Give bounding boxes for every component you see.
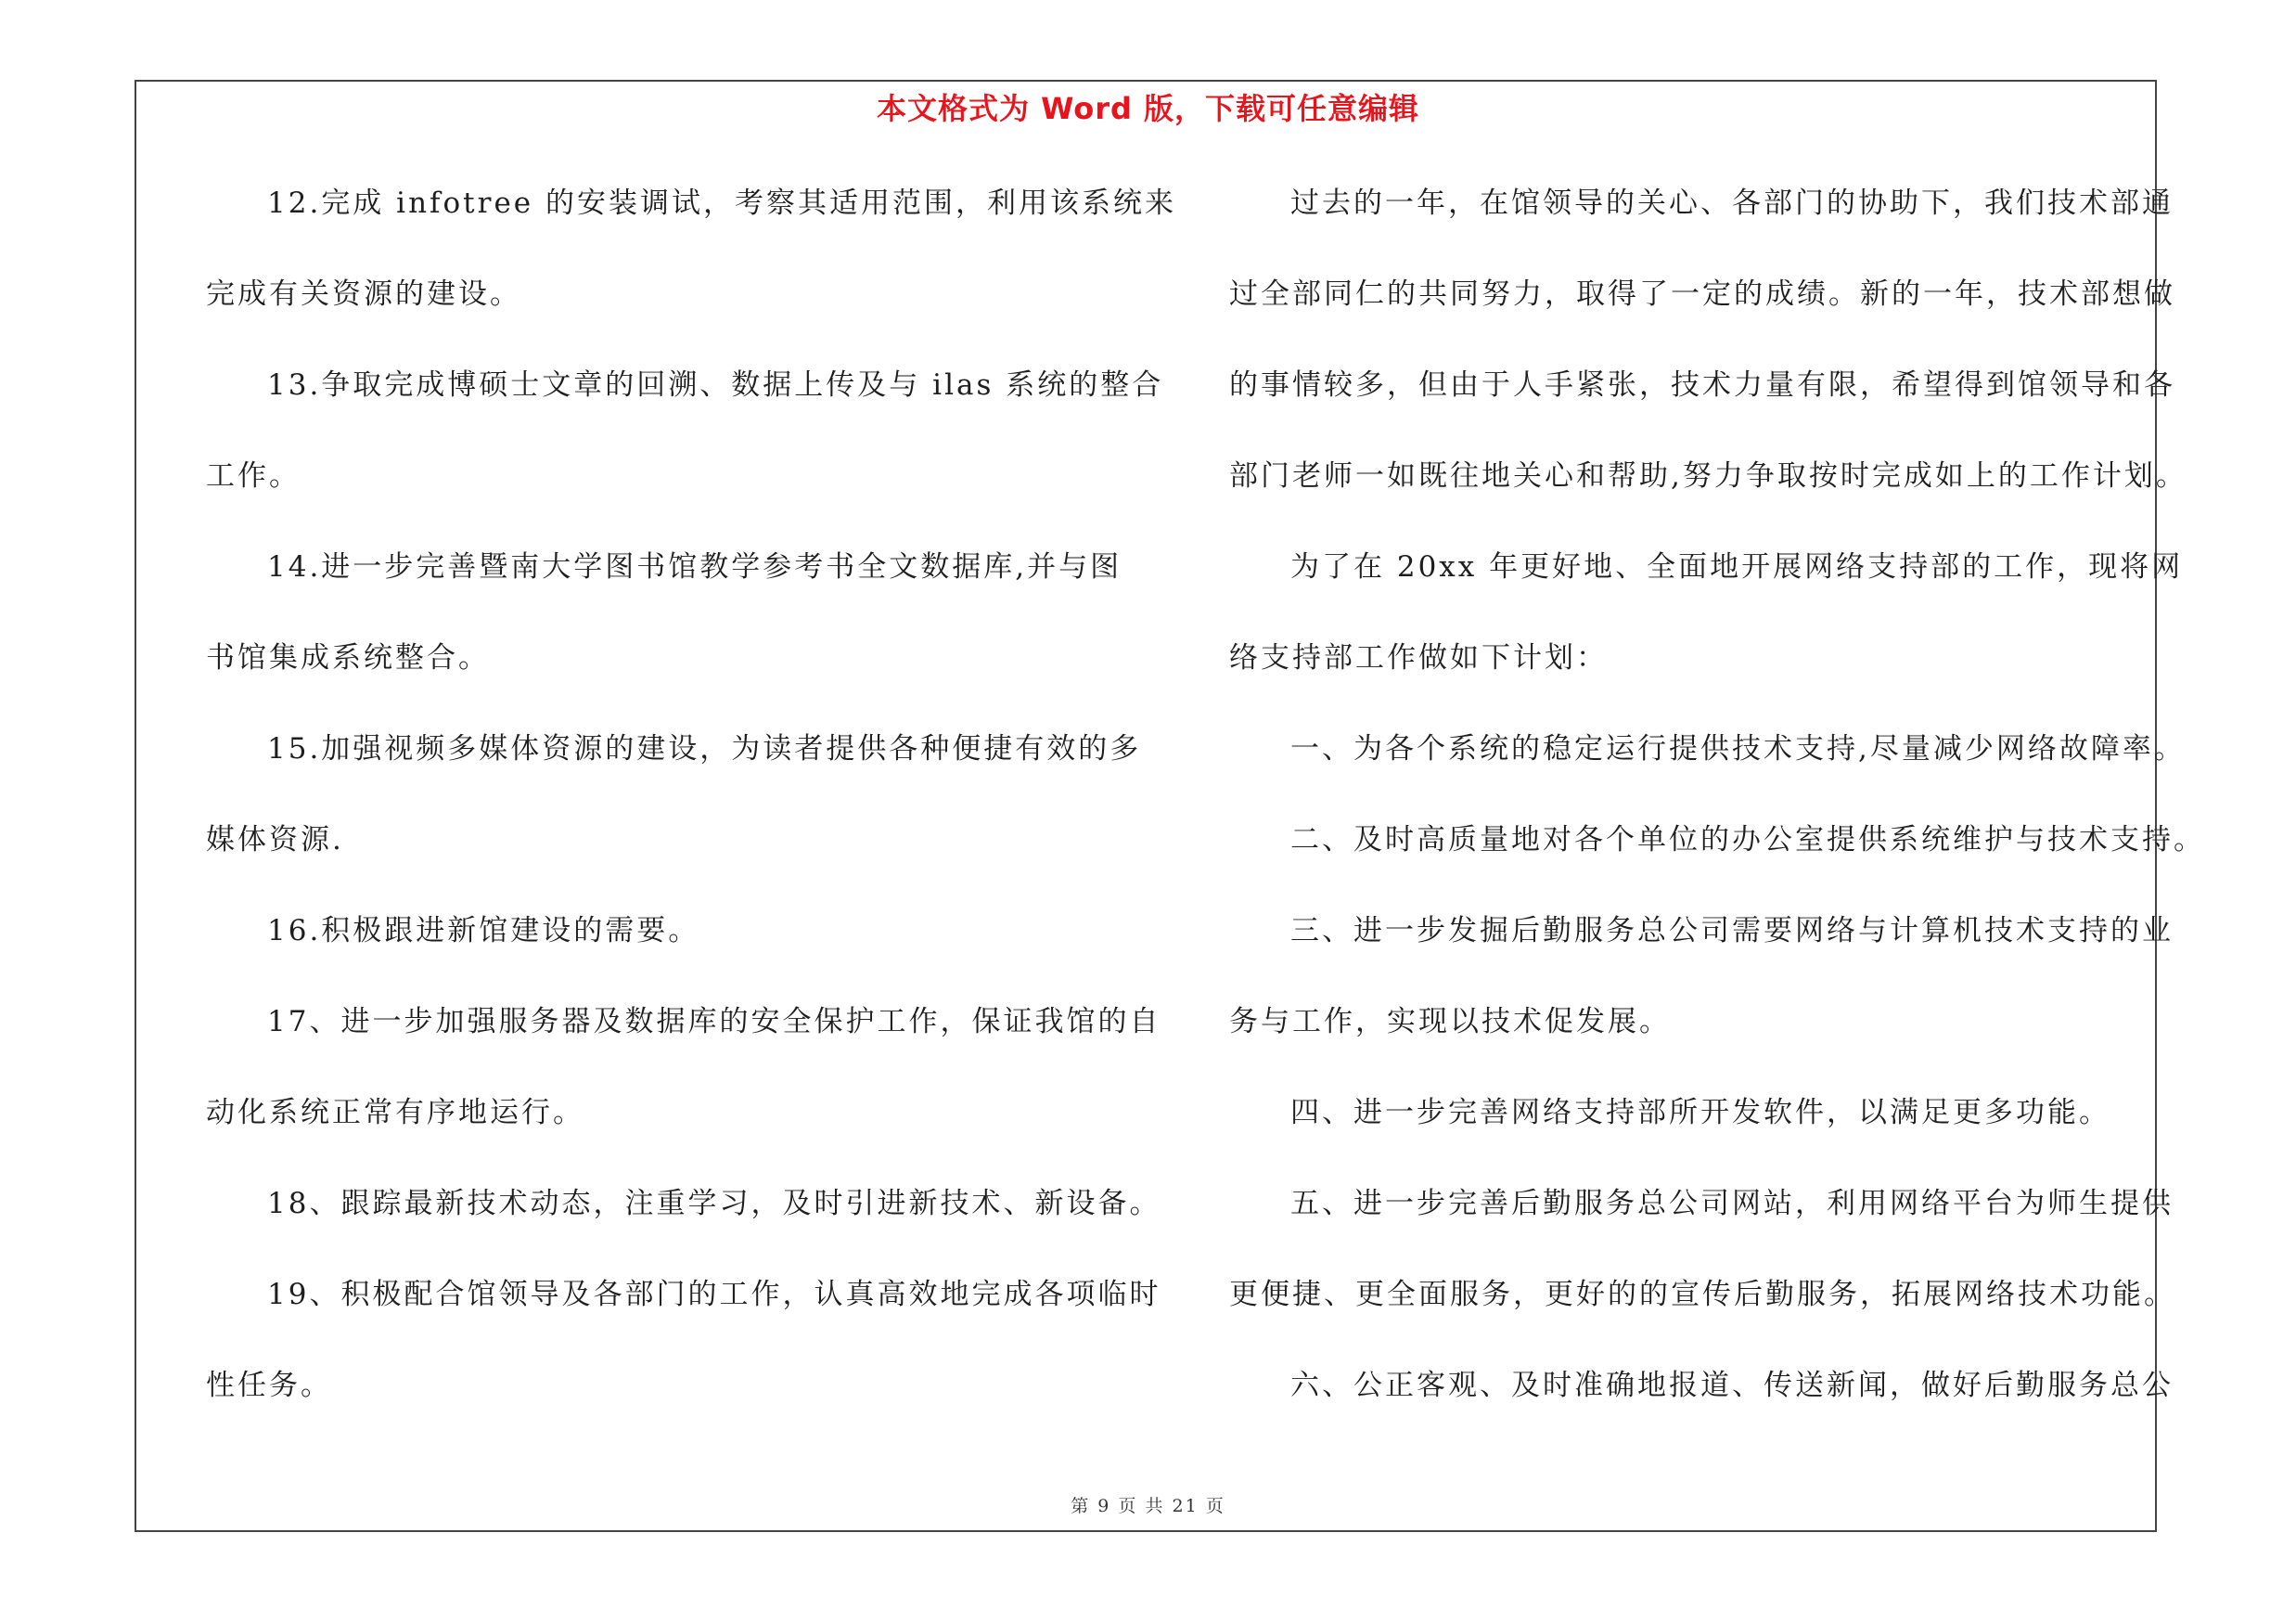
text-line: 15.加强视频多媒体资源的建设，为读者提供各种便捷有效的多 (267, 732, 1142, 766)
text-line: 动化系统正常有序地运行。 (206, 1096, 584, 1129)
text-line: 19、积极配合馆领导及各部门的工作，认真高效地完成各项临时 (267, 1278, 1161, 1311)
text-line: 络支持部工作做如下计划： (1229, 641, 1608, 675)
text-line: 过去的一年，在馆领导的关心、各部门的协助下，我们技术部通 (1290, 187, 2174, 220)
text-line: 16.积极跟进新馆建设的需要。 (267, 914, 700, 947)
text-line: 六、公正客观、及时准确地报道、传送新闻，做好后勤服务总公 (1290, 1369, 2174, 1402)
text-line: 完成有关资源的建设。 (206, 277, 521, 311)
page-number-footer: 第 9 页 共 21 页 (1071, 1496, 1225, 1516)
text-line: 12.完成 infotree 的安装调试，考察其适用范围，利用该系统来 (267, 187, 1176, 220)
text-line: 18、跟踪最新技术动态，注重学习，及时引进新技术、新设备。 (267, 1187, 1161, 1220)
text-line: 二、及时高质量地对各个单位的办公室提供系统维护与技术支持。 (1290, 823, 2205, 857)
text-line: 14.进一步完善暨南大学图书馆教学参考书全文数据库,并与图 (267, 550, 1122, 584)
text-line: 更便捷、更全面服务，更好的的宣传后勤服务，拓展网络技术功能。 (1229, 1278, 2175, 1311)
text-line: 四、进一步完善网络支持部所开发软件，以满足更多功能。 (1290, 1096, 2110, 1129)
text-line: 过全部同仁的共同努力，取得了一定的成绩。新的一年，技术部想做 (1229, 277, 2175, 311)
text-line: 书馆集成系统整合。 (206, 641, 490, 675)
text-line: 一、为各个系统的稳定运行提供技术支持,尽量减少网络故障率。 (1290, 732, 2186, 766)
right-column (1229, 181, 2205, 1454)
text-line: 五、进一步完善后勤服务总公司网站，利用网络平台为师生提供 (1290, 1187, 2174, 1220)
text-line: 13.争取完成博硕士文章的回溯、数据上传及与 ilas 系统的整合 (267, 368, 1164, 402)
left-column (206, 181, 1176, 1454)
text-line: 的事情较多，但由于人手紧张，技术力量有限，希望得到馆领导和各 (1229, 368, 2175, 402)
text-line: 工作。 (206, 459, 301, 493)
text-line: 部门老师一如既往地关心和帮助,努力争取按时完成如上的工作计划。 (1229, 459, 2187, 493)
text-line: 媒体资源. (206, 823, 344, 857)
text-line: 17、进一步加强服务器及数据库的安全保护工作，保证我馆的自 (267, 1005, 1161, 1038)
text-line: 为了在 20xx 年更好地、全面地开展网络支持部的工作，现将网 (1290, 550, 2184, 584)
text-line: 性任务。 (206, 1369, 332, 1402)
text-line: 三、进一步发掘后勤服务总公司需要网络与计算机技术支持的业 (1290, 914, 2174, 947)
text-line: 务与工作，实现以技术促发展。 (1229, 1005, 1671, 1038)
header-banner: 本文格式为 Word 版，下载可任意编辑 (876, 91, 1420, 126)
